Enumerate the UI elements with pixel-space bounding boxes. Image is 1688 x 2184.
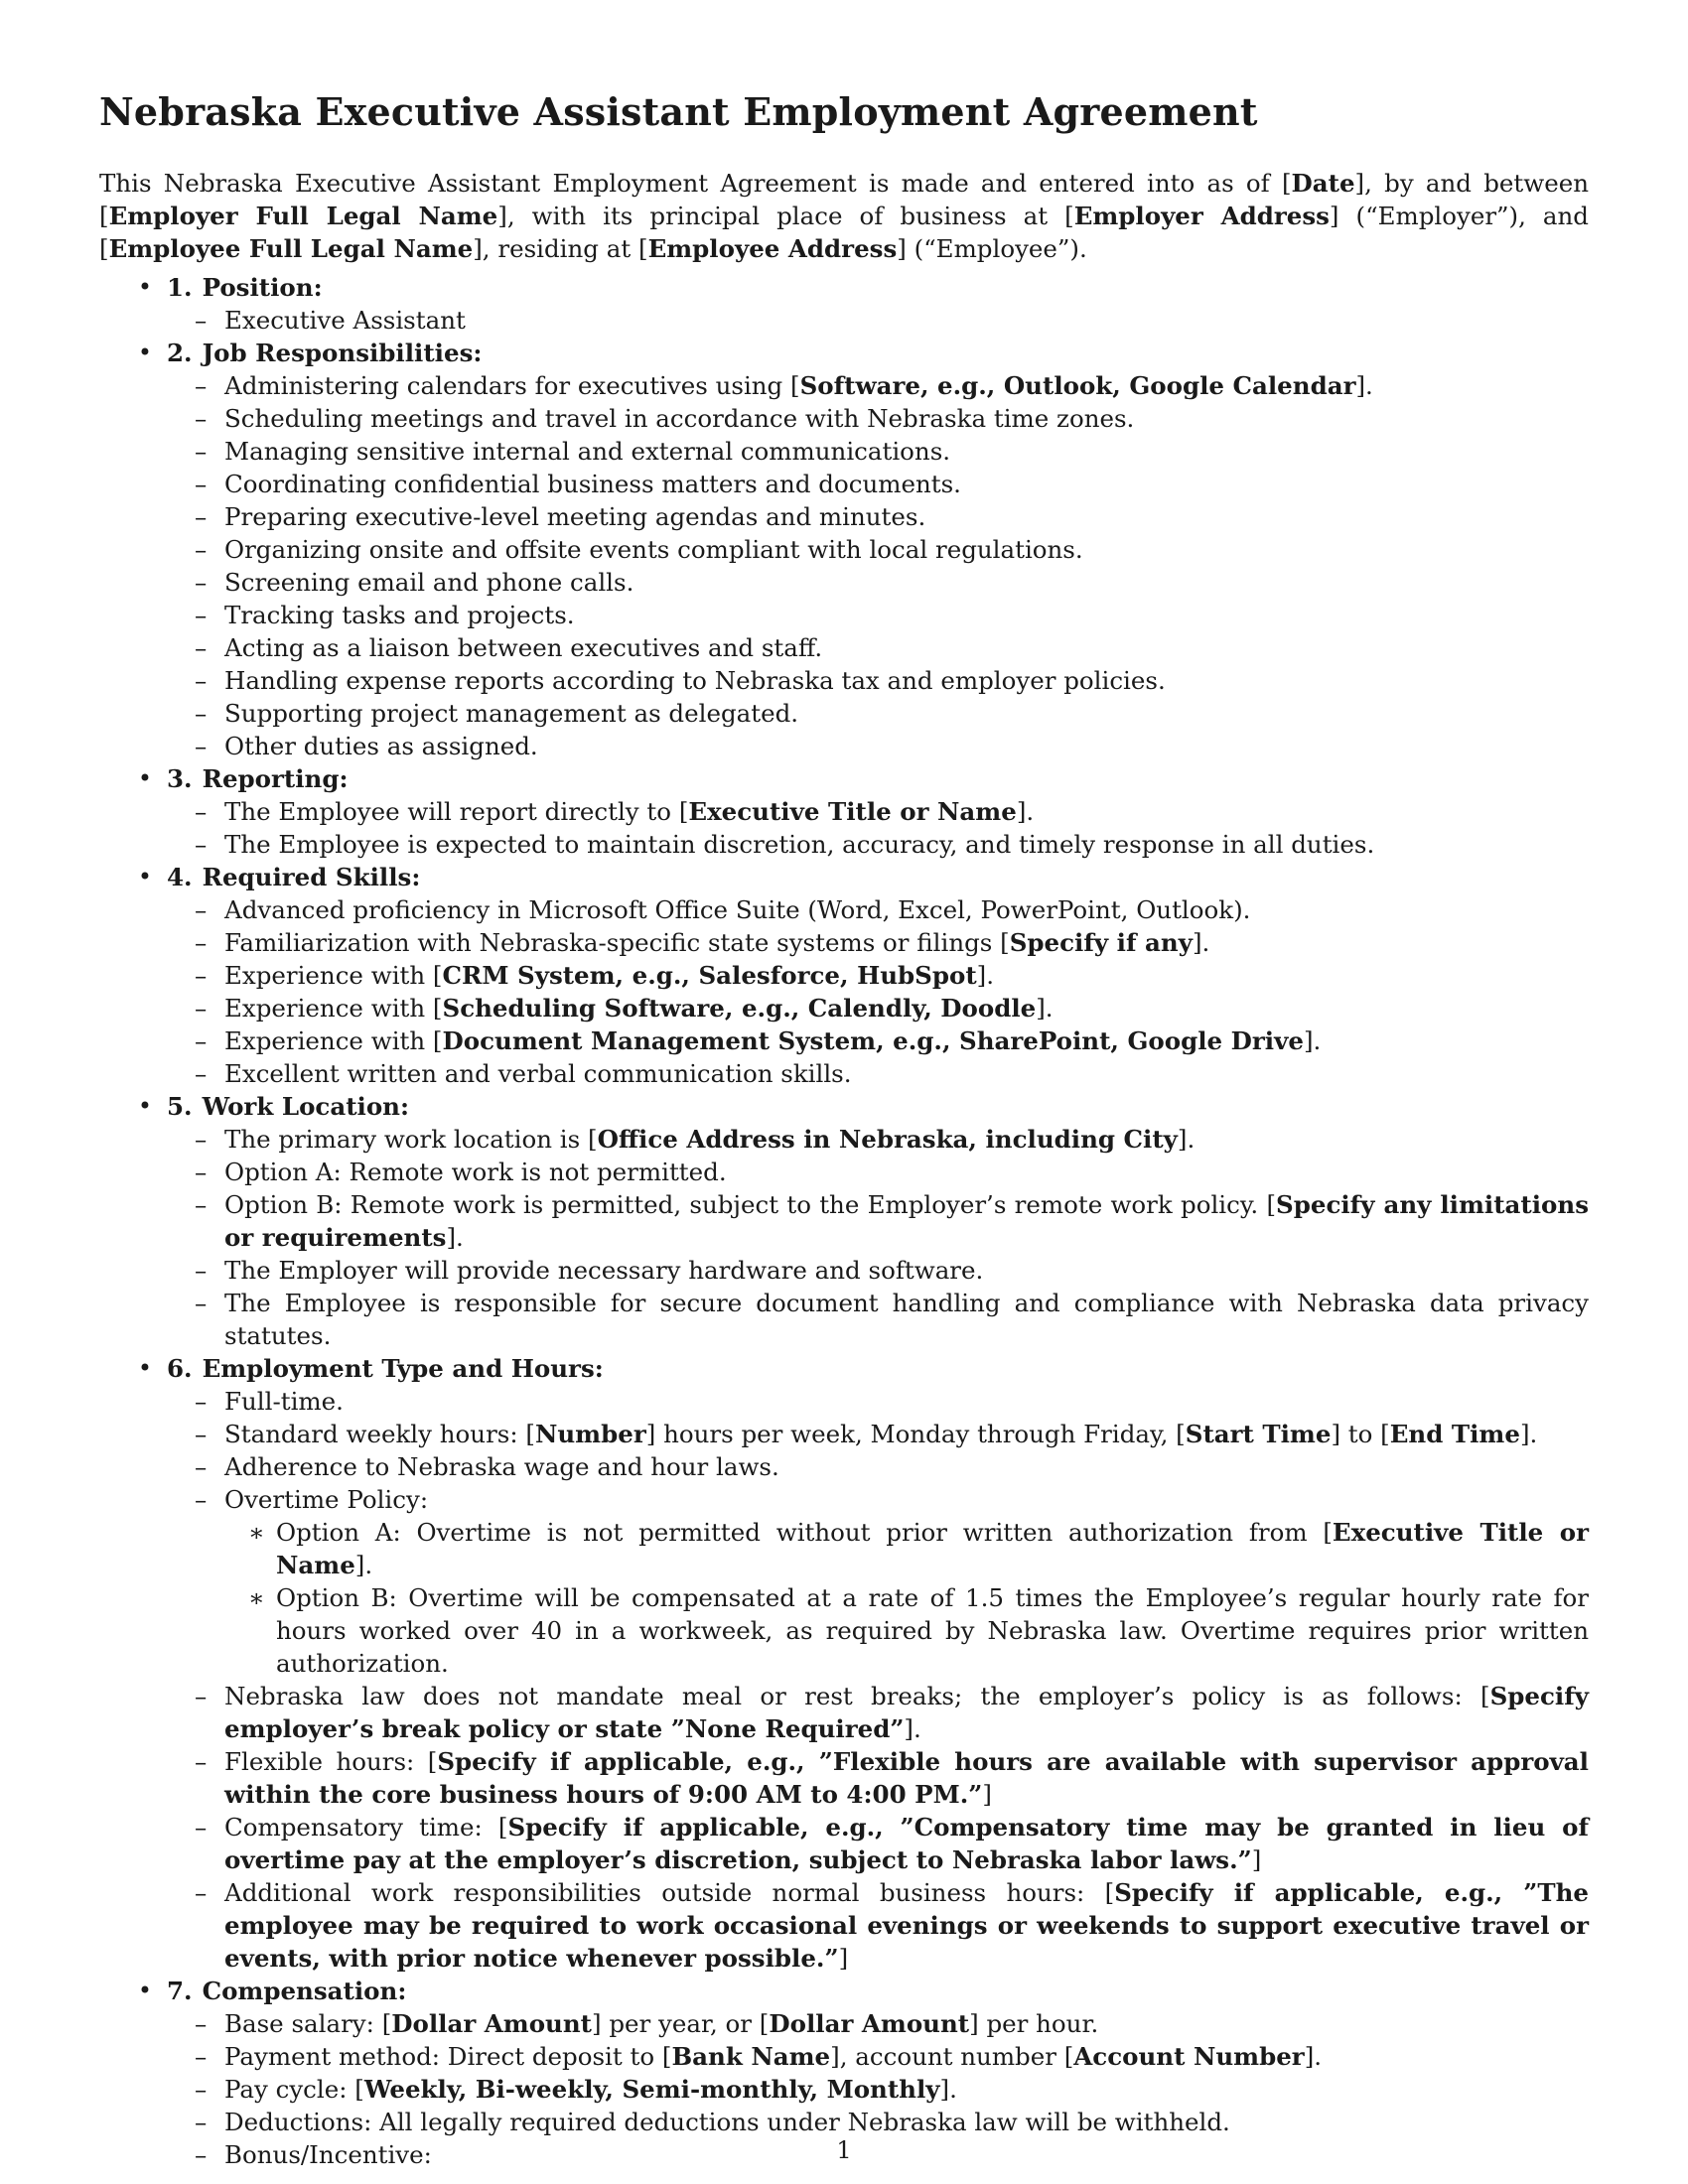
list-item: – Overtime Policy: ∗ Option A: Overtime is not permitted without prior written authorization from [Executive Title or Name]. ∗ Option B: Overtime will be compensated at a rate of 1.5 times the Employee’s regular hourly rate for hours worked over 40 in a workweek, as required by Nebraska law. Overtime requires prior written authorization. [195, 1485, 1589, 1678]
bullet-icon: • [137, 339, 153, 366]
list-item: – Experience with [Document Management System, e.g., SharePoint, Google Drive]. [195, 1026, 1322, 1055]
sub-list-item: ∗ Option A: Overtime is not permitted without prior written authorization from [Executive Title or Name]. [248, 1518, 1589, 1579]
section-title: 7. Compensation: [167, 1977, 407, 2005]
bullet-icon: • [137, 764, 153, 792]
list-item: – The primary work location is [Office Address in Nebraska, including City]. [195, 1125, 1196, 1154]
list-item: – The Employee is expected to maintain discretion, accuracy, and timely response in all duties. [195, 830, 1375, 859]
list-item: – Nebraska law does not mandate meal or rest breaks; the employer’s policy is as follows: [Specify employer’s break policy or state ”None Required”]. [195, 1682, 1589, 1743]
list-item: – The Employee is responsible for secure document handling and compliance with Nebraska data privacy statutes. [195, 1289, 1589, 1350]
list-item: – Option A: Remote work is not permitted. [195, 1158, 727, 1186]
section-required-skills [99, 861, 1589, 1090]
section-title: 3. Reporting: [167, 764, 349, 793]
section-position [99, 271, 1589, 337]
list-item: – Tracking tasks and projects. [195, 601, 575, 629]
section-reporting [99, 762, 1589, 861]
sub-list-item: ∗ Option B: Overtime will be compensated at a rate of 1.5 times the Employee’s regular hourly rate for hours worked over 40 in a workweek, as required by Nebraska law. Overtime requires prior written authorization. [248, 1583, 1589, 1678]
list-item: – The Employer will provide necessary hardware and software. [195, 1256, 984, 1285]
bullet-icon: • [137, 863, 153, 890]
list-item: – Supporting project management as delegated. [195, 699, 799, 728]
page-number: 1 [836, 2136, 852, 2164]
list-item: – Pay cycle: [Weekly, Bi-weekly, Semi-monthly, Monthly]. [195, 2075, 957, 2104]
bullet-icon: • [137, 1092, 153, 1120]
list-item: – Excellent written and verbal communication skills. [195, 1059, 852, 1088]
list-item: – The Employee will report directly to [Executive Title or Name]. [195, 797, 1035, 826]
list-item: – Organizing onsite and offsite events compliant with local regulations. [195, 535, 1083, 564]
placeholder-employee-address: Employee Address [647, 234, 898, 263]
list-item: – Option B: Remote work is permitted, subject to the Employer’s remote work policy. [Specify any limitations or requirements]. [195, 1190, 1589, 1252]
list-item: – Full-time. [195, 1387, 344, 1416]
section-title: 5. Work Location: [167, 1092, 410, 1121]
list-item: – Executive Assistant [195, 306, 466, 335]
list-item: – Managing sensitive internal and external communications. [195, 437, 951, 466]
list-item: – Scheduling meetings and travel in accordance with Nebraska time zones. [195, 404, 1135, 433]
list-item: – Experience with [Scheduling Software, e.g., Calendly, Doodle]. [195, 994, 1054, 1023]
list-item: – Compensatory time: [Specify if applicable, e.g., ”Compensatory time may be granted in lieu of overtime pay at the employer’s discretion, subject to Nebraska labor laws.”] [195, 1813, 1589, 1874]
list-item: – Payment method: Direct deposit to [Bank Name], account number [Account Number]. [195, 2042, 1323, 2071]
list-item: – Standard weekly hours: [Number] hours per week, Monday through Friday, [Start Time] to [End Time]. [195, 1420, 1538, 1448]
bullet-icon: • [137, 1354, 153, 1382]
placeholder-date: Date [1291, 169, 1355, 198]
section-title: 1. Position: [167, 273, 323, 302]
list-item: – Familiarization with Nebraska-specific state systems or filings [Specify if any]. [195, 928, 1210, 957]
section-job-responsibilities [99, 337, 1589, 762]
intro-paragraph: This Nebraska Executive Assistant Employment Agreement is made and entered into as of [Date], by and between [Employer Full Legal Name], with its principal place of business at [Employer Address] (“Employer”), and [Employee Full Legal Name], residing at [Employee Address] (“Employee”). [99, 169, 1589, 263]
list-item: – Advanced proficiency in Microsoft Office Suite (Word, Excel, PowerPoint, Outlook). [195, 895, 1251, 924]
list-item: – Experience with [CRM System, e.g., Salesforce, HubSpot]. [195, 961, 994, 990]
list-item: – Adherence to Nebraska wage and hour laws. [195, 1452, 779, 1481]
list-item: – Other duties as assigned. [195, 732, 538, 760]
list-item: – Deductions: All legally required deductions under Nebraska law will be withheld. [195, 2108, 1230, 2136]
section-work-location [99, 1090, 1589, 1352]
section-title: 2. Job Responsibilities: [167, 339, 483, 367]
list-item: – Preparing executive-level meeting agendas and minutes. [195, 502, 926, 531]
list-item: – Acting as a liaison between executives and staff. [195, 633, 823, 662]
placeholder-employee-name: Employee Full Legal Name [108, 234, 474, 263]
bullet-icon: • [137, 273, 153, 301]
list-item: – Screening email and phone calls. [195, 568, 634, 597]
list-item: – Handling expense reports according to Nebraska tax and employer policies. [195, 666, 1166, 695]
list-item: – Administering calendars for executives using [Software, e.g., Outlook, Google Calendar]. [195, 371, 1373, 400]
list-item: – Additional work responsibilities outside normal business hours: [Specify if applicable, e.g., ”The employee may be required to work occasional evenings or weekends to support executive travel or events, with prior notice whenever possible.”] [195, 1878, 1589, 1973]
placeholder-employer-name: Employer Full Legal Name [108, 202, 498, 230]
list-item: – Base salary: [Dollar Amount] per year, or [Dollar Amount] per hour. [195, 2009, 1099, 2038]
list-item: – Bonus/Incentive: [195, 2140, 432, 2169]
list-item: – Flexible hours: [Specify if applicable, e.g., ”Flexible hours are available with supervisor approval within the core business hours of 9:00 AM to 4:00 PM.”] [195, 1747, 1589, 1809]
list-item: – Coordinating confidential business matters and documents. [195, 470, 961, 498]
section-title: 6. Employment Type and Hours: [167, 1354, 604, 1383]
document-title: Nebraska Executive Assistant Employment Agreement [99, 89, 1258, 134]
document-page [99, 87, 1589, 2171]
bullet-icon: • [137, 1977, 153, 2004]
sections-list [99, 271, 1589, 2171]
placeholder-employer-address: Employer Address [1073, 202, 1330, 230]
section-title: 4. Required Skills: [167, 863, 421, 891]
section-employment-type-hours [99, 1352, 1589, 1975]
